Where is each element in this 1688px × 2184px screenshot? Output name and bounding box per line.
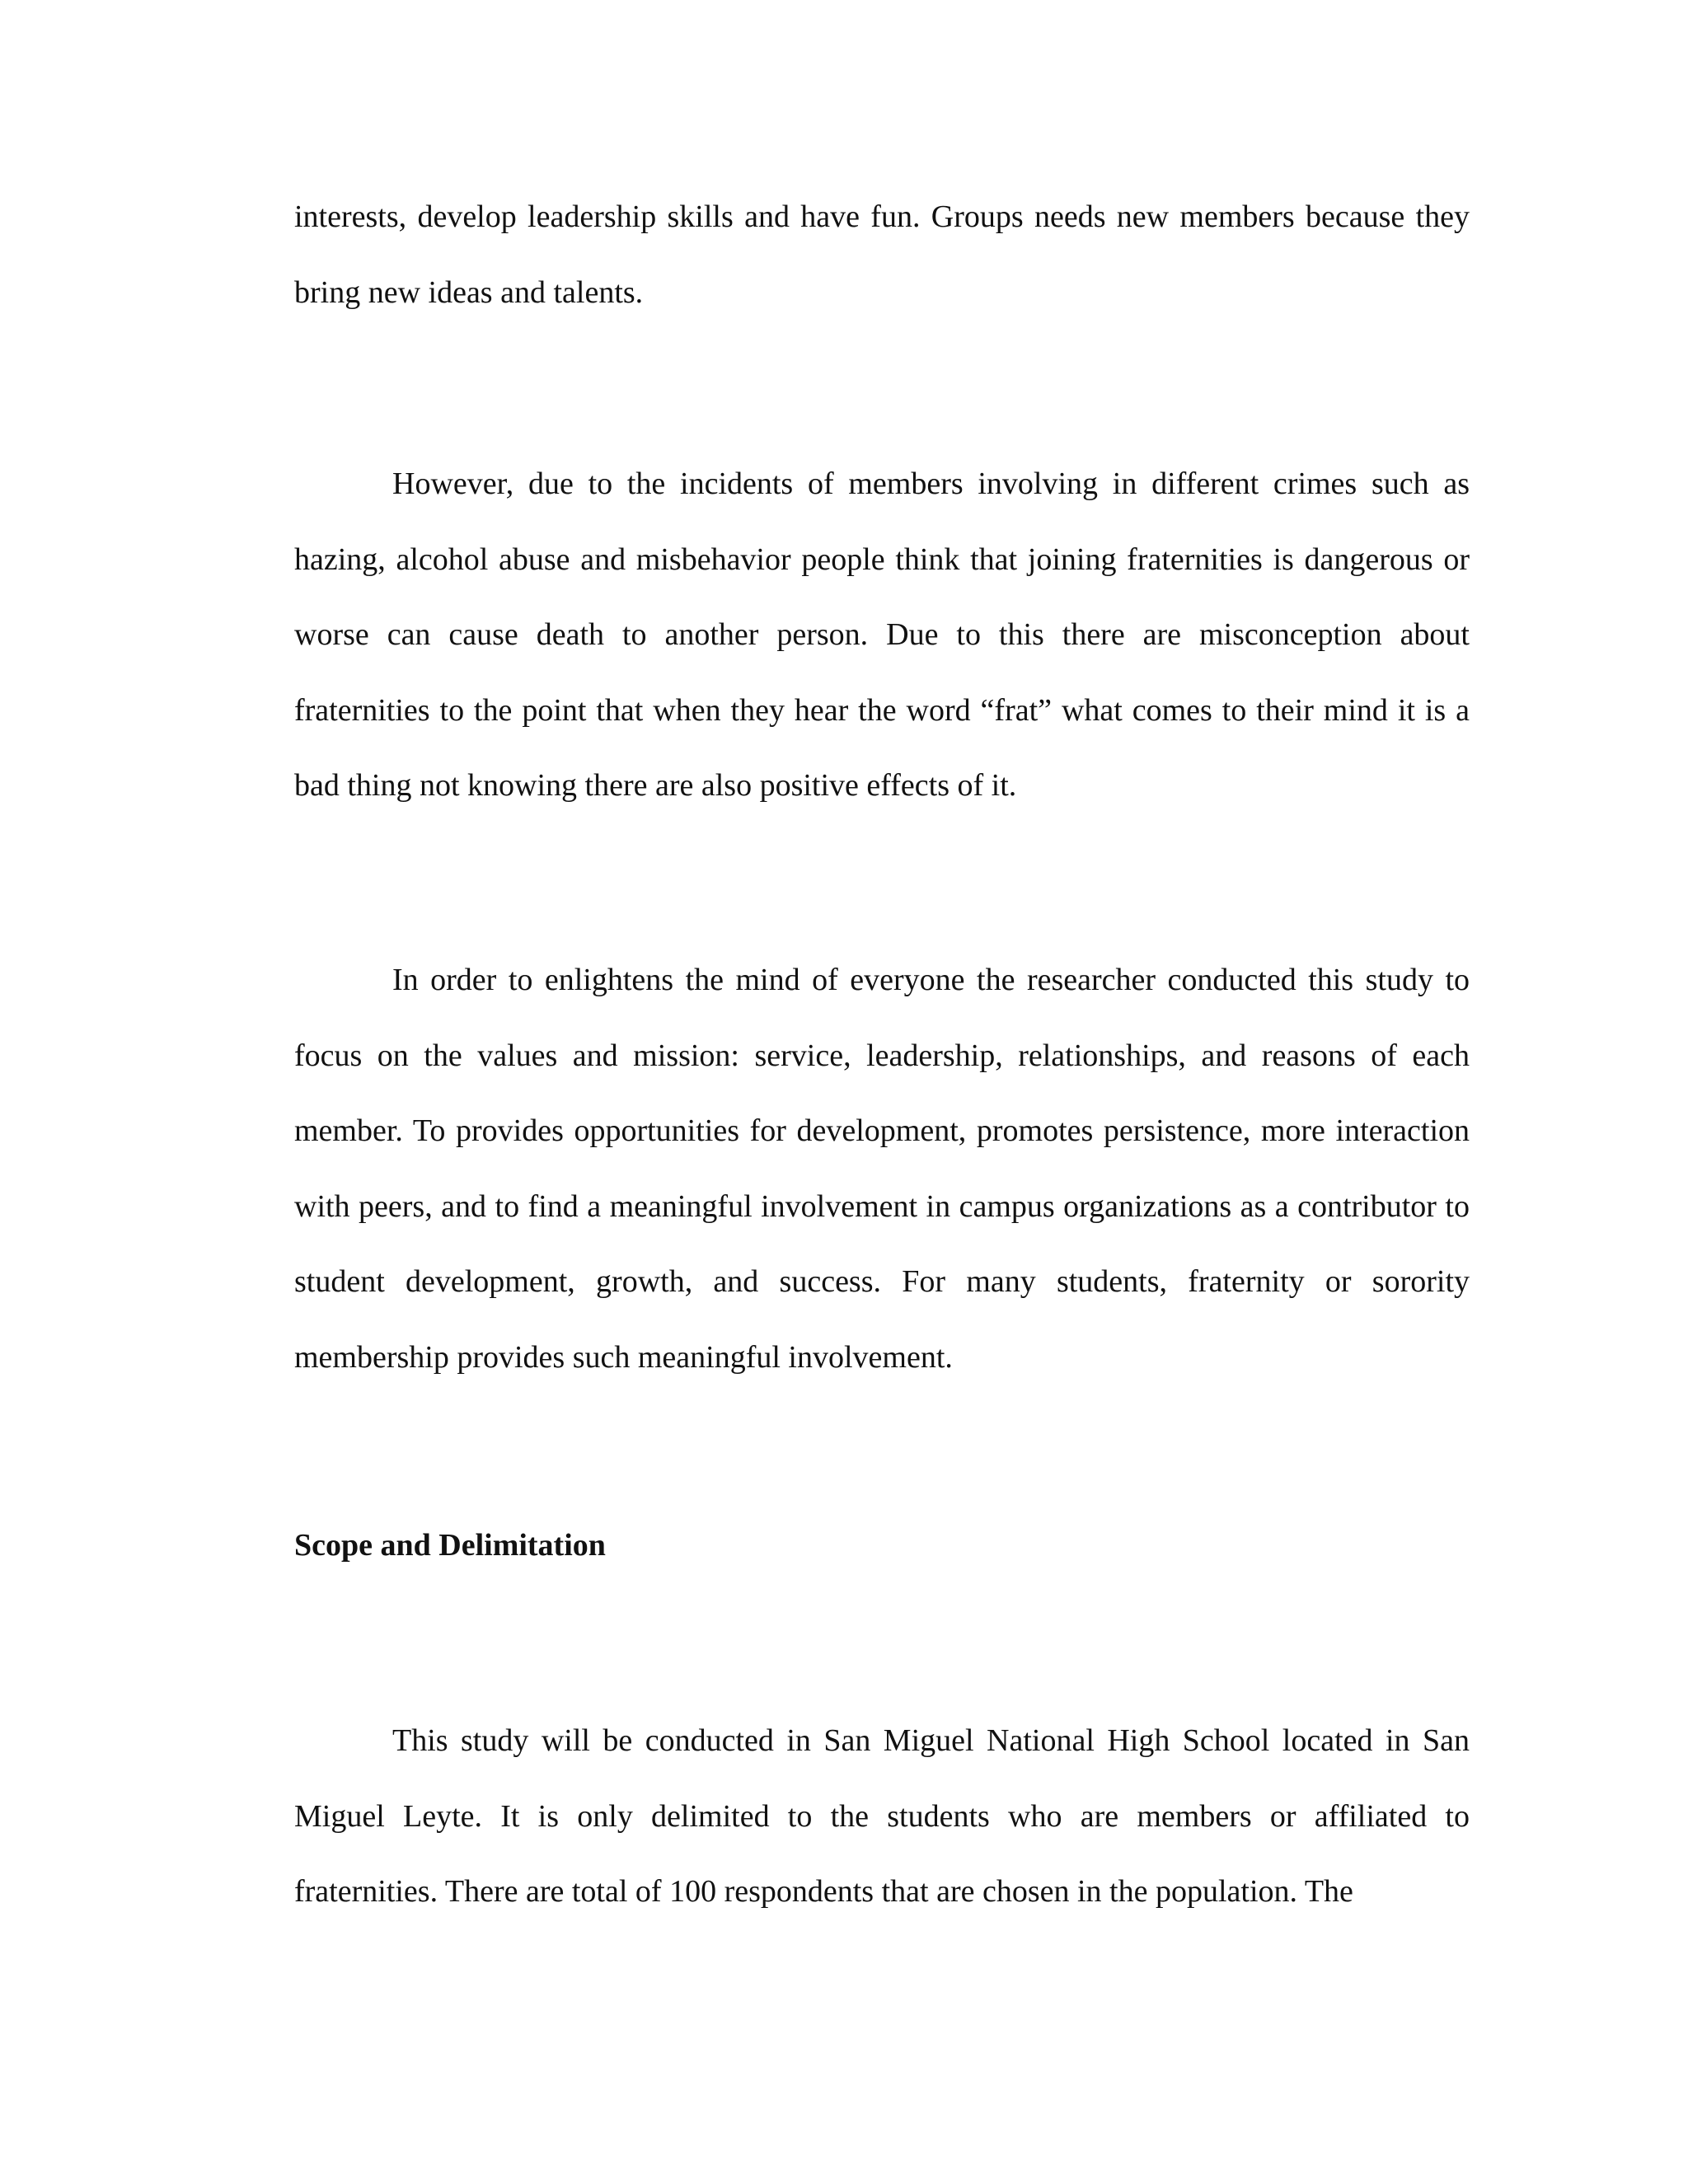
- paragraph-continuation: interests, develop leadership skills and have fun. Groups needs new members because they bring new ideas and talents.: [294, 199, 1470, 310]
- paragraph-scope: This study will be conducted in San Miguel National High School located in San Miguel Leyte. It is only delimited to the students who are members or affiliated to fraternities. There are total of 100 respondents that are chosen in the population. The: [294, 1723, 1470, 1909]
- section-heading-scope: Scope and Delimitation: [294, 1528, 606, 1563]
- paragraph-study-purpose: In order to enlightens the mind of everyone the researcher conducted this study to focus on the values and mission: service, leadership, relationships, and reasons of each member. To provides opportunities for development, promotes persistence, more interaction with peers, and to find a meaningful involvement in campus organizations as a contributor to student development, growth, and success. For many students, fraternity or sorority membership provides such meaningful involvement.: [294, 963, 1470, 1375]
- paragraph-misconceptions: However, due to the incidents of members involving in different crimes such as hazing, alcohol abuse and misbehavior people think that joining fraternities is dangerous or worse can cause death to another person. Due to this there are misconception about fraternities to the point that when they hear the word “frat” what comes to their mind it is a bad thing not knowing there are also positive effects of it.: [294, 466, 1470, 803]
